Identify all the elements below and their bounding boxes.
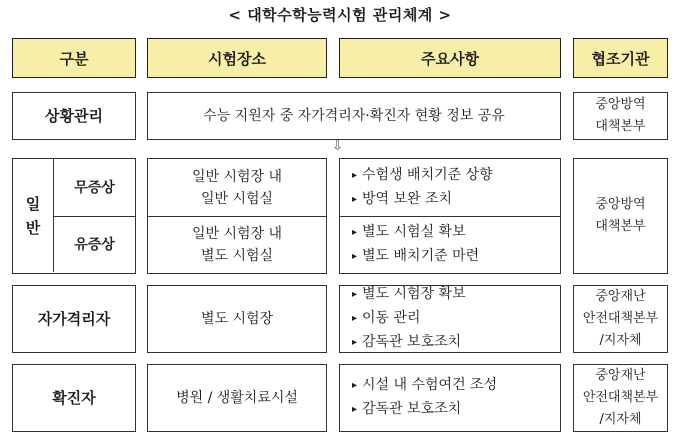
confirmed-items xyxy=(339,364,561,432)
agency-line: 중앙방역 xyxy=(595,197,646,212)
row-label-situation-management: 상황관리 xyxy=(12,92,136,140)
list-item: ▸ 방역 보완 조치 xyxy=(352,188,452,212)
agency-line: /지자체 xyxy=(599,412,642,427)
list-item: ▸ 감독관 보호조치 xyxy=(352,331,461,355)
place-line: 일반 시험장 내 xyxy=(191,168,283,185)
agency-line: 중앙재난 xyxy=(595,289,646,304)
place-line: 일반 시험장 내 xyxy=(191,225,283,242)
down-arrow-icon: ⇩ xyxy=(332,139,343,154)
list-item: ▸ 감독관 보호조치 xyxy=(352,398,461,422)
confirmed-agency xyxy=(573,364,668,432)
situation-agency xyxy=(573,92,668,140)
situation-content: 수능 지원자 중 자가격리자·확진자 현황 정보 공유 xyxy=(147,92,561,140)
row-label-symptomatic: 유증상 xyxy=(74,236,115,253)
symptomatic-items xyxy=(340,217,560,272)
agency-line: 대책본부 xyxy=(595,119,646,134)
general-group-box xyxy=(12,158,136,274)
list-item: ▸ 별도 배치기준 마련 xyxy=(352,245,479,269)
page-title: < 대학수학능력시험 관리체계 > xyxy=(228,6,452,24)
row-label-self-quarantine: 자가격리자 xyxy=(12,285,136,353)
agency-line: 대책본부 xyxy=(595,219,646,234)
agency-line: /지자체 xyxy=(599,333,642,348)
general-agency xyxy=(573,158,668,274)
header-cooperating-agency: 협조기관 xyxy=(573,38,668,78)
row-label-asymptomatic: 무증상 xyxy=(74,179,115,196)
list-item: ▸ 수험생 배치기준 상향 xyxy=(352,164,493,188)
row-label-general xyxy=(13,159,53,272)
list-item: ▸ 이동 관리 xyxy=(352,307,421,331)
agency-line: 중앙재난 xyxy=(595,368,646,383)
place-line: 별도 시험실 xyxy=(200,247,274,264)
agency-line: 중앙방역 xyxy=(595,97,646,112)
header-category: 구분 xyxy=(12,38,136,78)
list-item: ▸ 시설 내 수험여건 조성 xyxy=(352,374,497,398)
place-line: 일반 시험실 xyxy=(200,190,274,207)
header-key-items: 주요사항 xyxy=(339,38,561,78)
row-label-confirmed: 확진자 xyxy=(12,364,136,432)
self-quarantine-items xyxy=(339,285,561,353)
list-item: ▸ 별도 시험실 확보 xyxy=(352,221,466,245)
header-test-location: 시험장소 xyxy=(147,38,327,78)
asymptomatic-place xyxy=(148,159,326,216)
symptomatic-place xyxy=(148,217,326,272)
general-label-char: 반 xyxy=(25,218,41,237)
self-quarantine-agency xyxy=(573,285,668,353)
general-items-box xyxy=(339,158,561,274)
agency-line: 안전대책본부 xyxy=(582,311,659,326)
asymptomatic-items xyxy=(340,159,560,216)
general-place-box xyxy=(147,158,327,274)
self-quarantine-place: 별도 시험장 xyxy=(147,285,327,353)
general-label-char: 일 xyxy=(25,194,41,213)
list-item: ▸ 별도 시험장 확보 xyxy=(352,283,466,307)
confirmed-place: 병원 / 생활치료시설 xyxy=(147,364,327,432)
agency-line: 안전대책본부 xyxy=(582,390,659,405)
